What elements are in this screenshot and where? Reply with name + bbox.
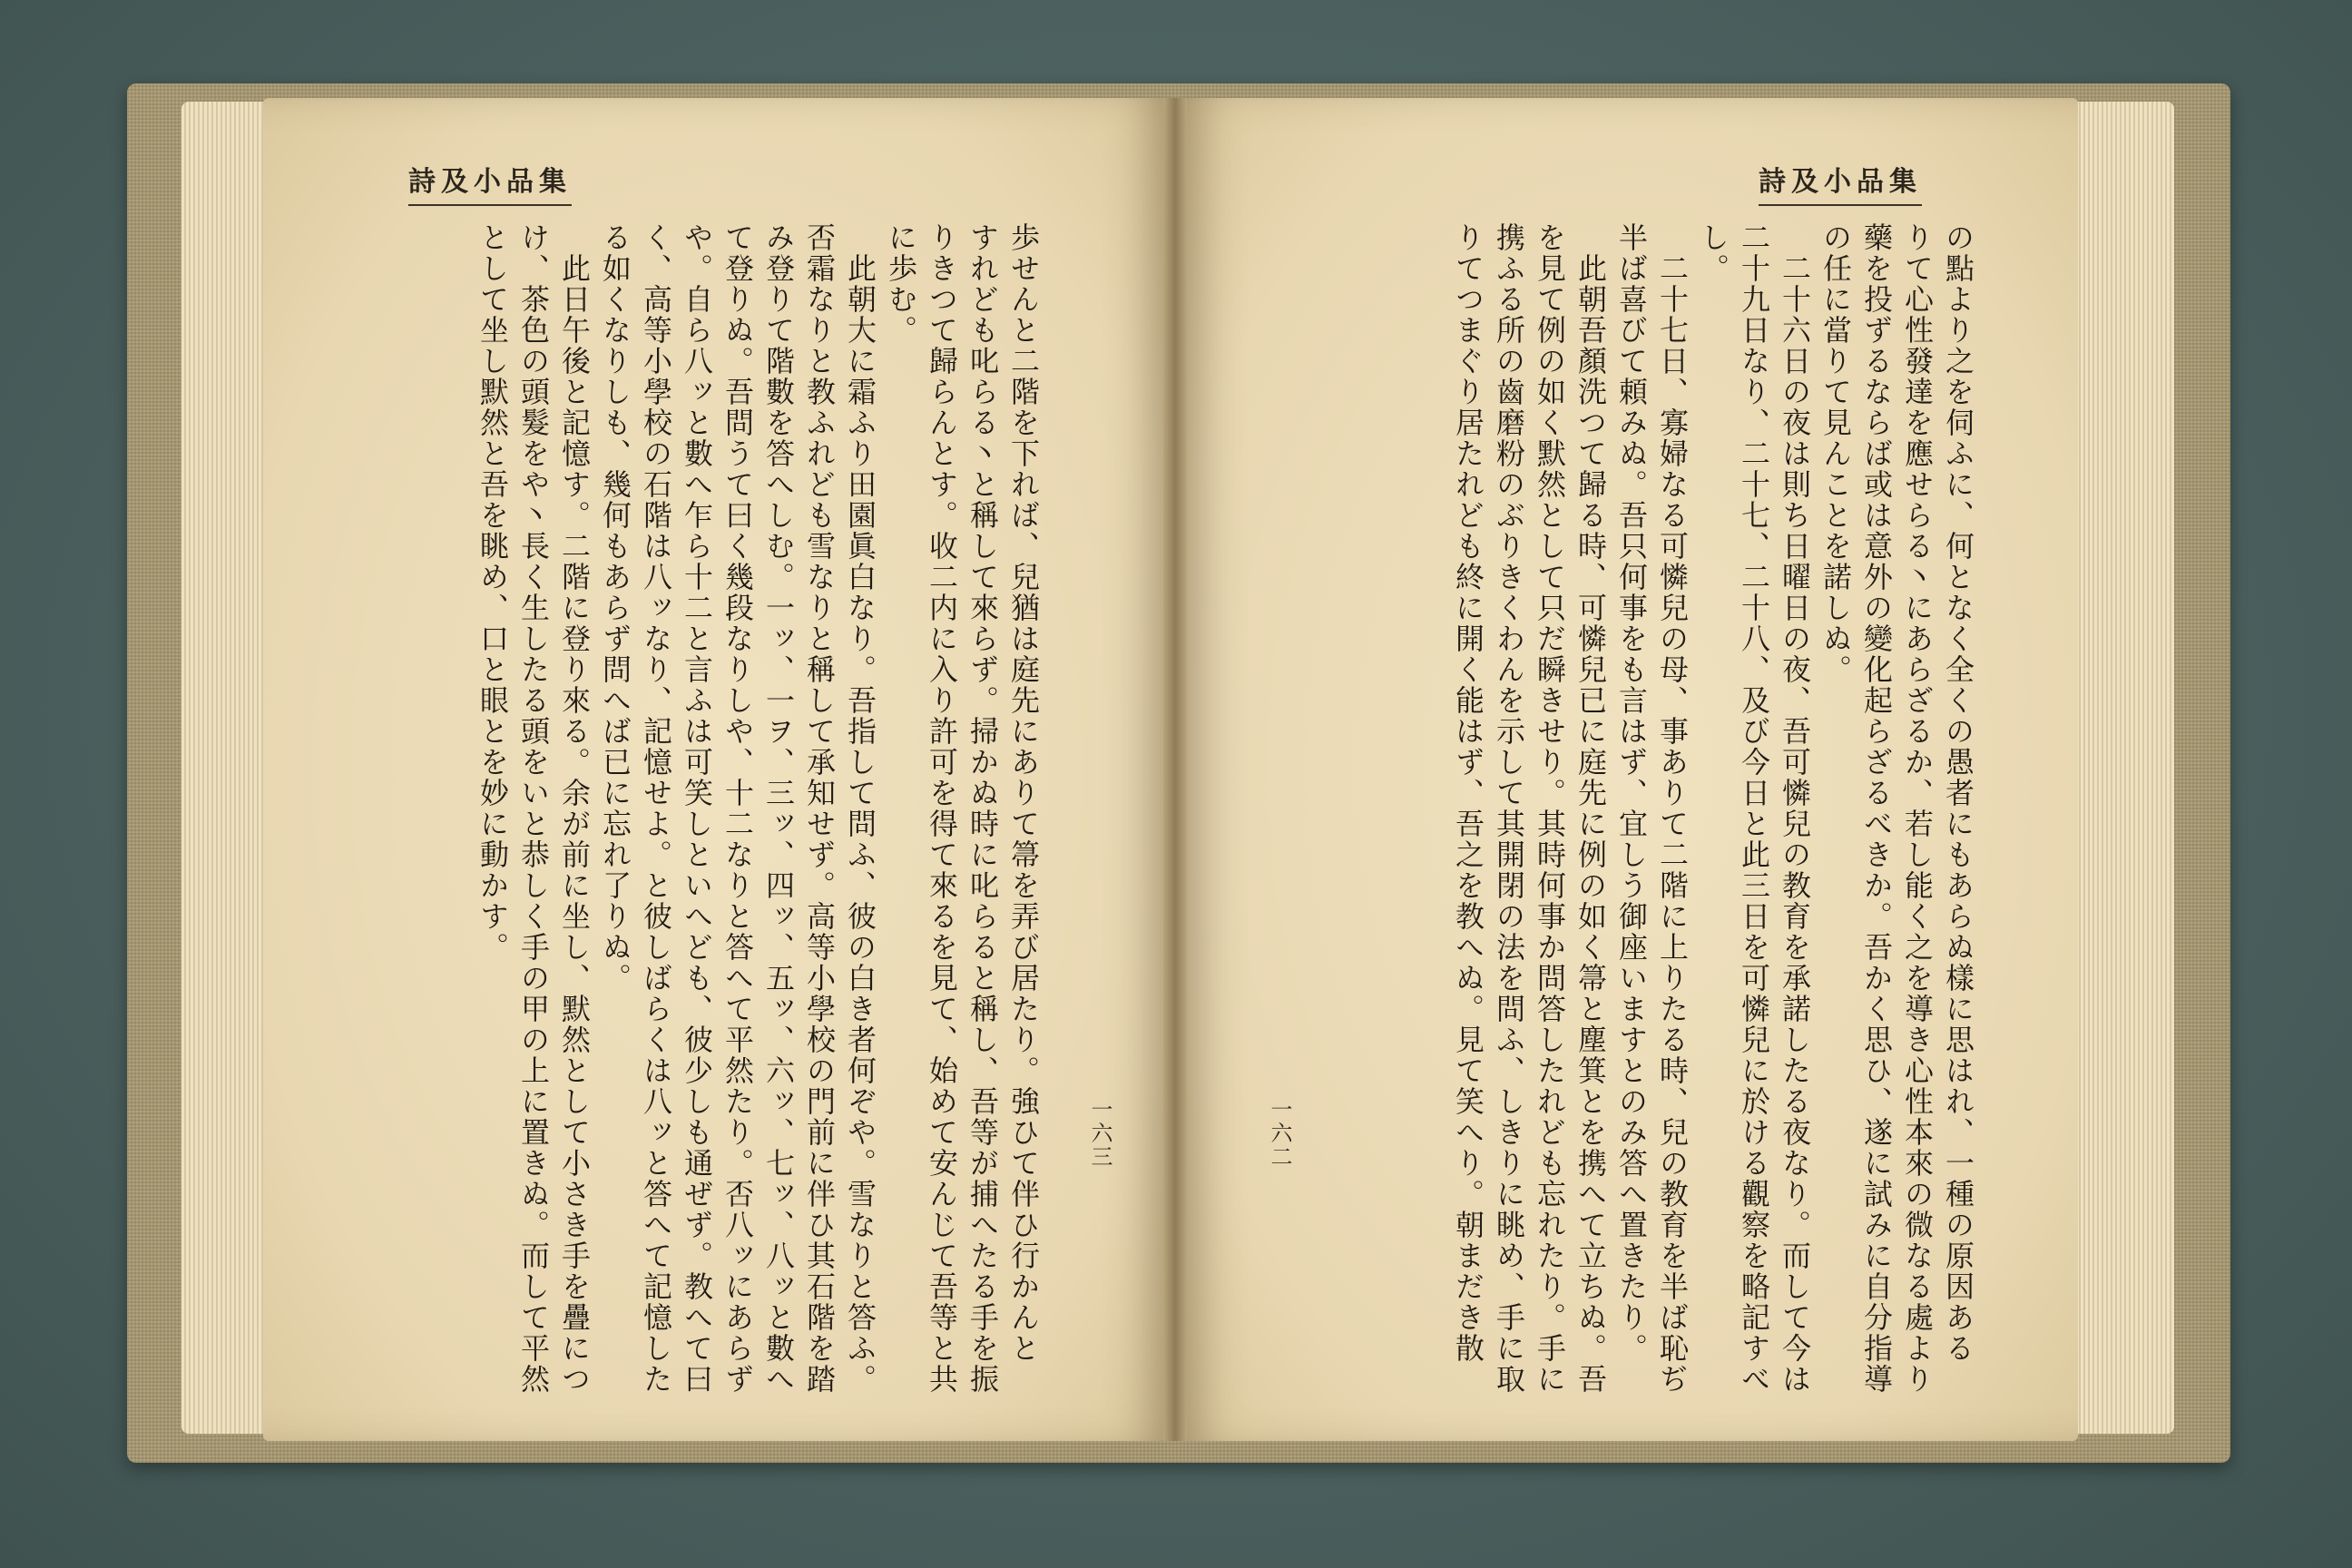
text-column: や。自ら八ッと數へ乍ら十二と言ふは可笑しといへども、彼少しも通ぜず。教へて曰 [680,222,714,1395]
left-running-head: 詩及小品集 [408,159,572,206]
text-column: として坐し默然と吾を眺め、口と眼とを妙に動かす。 [475,222,510,963]
text-column: 二十七日、寡婦なる可憐兒の母、事ありて二階に上りたる時、兒の教育を半ば恥ぢ [1655,222,1690,1395]
text-column: の任に當りて見んことを諾しぬ。 [1818,222,1853,685]
text-column: 藥を投ずるならば或は意外の變化起らざるべきか。吾かく思ひ、遂に試みに自分指導 [1859,222,1894,1395]
right-page-text [1289,222,1978,1395]
text-column: すれども叱らる丶と稱して來らず。掃かぬ時に叱らると稱し、吾等が捕へたる手を振 [965,222,1000,1395]
text-column: く、高等小學校の石階は八ッなり、記憶せよ。と彼しばらくは八ッと答へて記憶した [639,222,673,1395]
text-column: に歩む。 [884,222,918,346]
left-page-number: 一六三 [1087,1098,1112,1169]
text-column: りて心性發達を應せらる丶にあらざるか、若し能く之を導き心性本來の微なる處より [1900,222,1935,1395]
text-column: を見て例の如く默然として只だ瞬きせり。其時何事か問答したれども忘れたり。手に [1533,222,1567,1395]
text-column: 二十九日なり、二十七、二十八、及び今日と此三日を可憐兒に於ける觀察を略記すべ [1737,222,1771,1395]
text-column: りきつて歸らんとす。收二内に入り許可を得て來るを見て、始めて安んじて吾等と共 [925,222,959,1395]
text-column: 携ふる所の齒磨粉のぶりきくわんを示して其開閉の法を問ふ、しきりに眺め、手に取 [1492,222,1526,1395]
text-column: 半ば喜びて頼みぬ。吾只何事をも言はず、宜しう御座いますとのみ答へ置きたり。 [1614,222,1649,1364]
text-column: て登りぬ。吾問うて曰く幾段なりしや、十二なりと答へて平然たり。否八ッにあらず [720,222,755,1395]
text-column: し。 [1696,222,1730,284]
book-gutter [1163,98,1187,1441]
right-running-head: 詩及小品集 [1759,159,1922,206]
text-column: 二十六日の夜は則ち日曜日の夜、吾可憐兒の教育を承諾したる夜なり。而して今は [1778,222,1812,1395]
text-column: る如くなりしも、幾何もあらず問へば已に忘れ了りぬ。 [598,222,632,994]
text-column: 此朝大に霜ふり田園眞白なり。吾指して問ふ、彼の白き者何ぞや。雪なりと答ふ。 [843,222,877,1395]
left-page-text [390,222,1044,1395]
text-column: 歩せんと二階を下れば、兒猶は庭先にありて箒を弄び居たり。強ひて伴ひ行かんと [1006,222,1041,1364]
text-column: 否霜なりと教ふれども雪なりと稱して承知せず。高等小學校の門前に伴ひ其石階を踏 [802,222,837,1395]
text-column: の點より之を伺ふに、何となく全くの愚者にもあらぬ樣に思はれ、一種の原因ある [1941,222,1975,1364]
text-column: み登りて階數を答へしむ。一ッ、一ヲ、三ッ、四ッ、五ッ、六ッ、七ッ、八ッと數へ [761,222,796,1395]
text-column: け、茶色の頭髮をや丶長く生したる頭をいと恭しく手の甲の上に置きぬ。而して平然 [516,222,551,1395]
right-page-number: 一六二 [1267,1098,1292,1169]
text-column: 此朝吾顏洗つて歸る時、可憐兒已に庭先に例の如く箒と塵箕とを携へて立ちぬ。吾 [1573,222,1608,1395]
text-column: 此日午後と記憶す。二階に登り來る。余が前に坐し、默然として小さき手を疊につ [557,222,592,1395]
text-column: りてつまぐり居たれども終に開く能はず、吾之を教へぬ。見て笑へり。朝まだき散 [1451,222,1485,1364]
